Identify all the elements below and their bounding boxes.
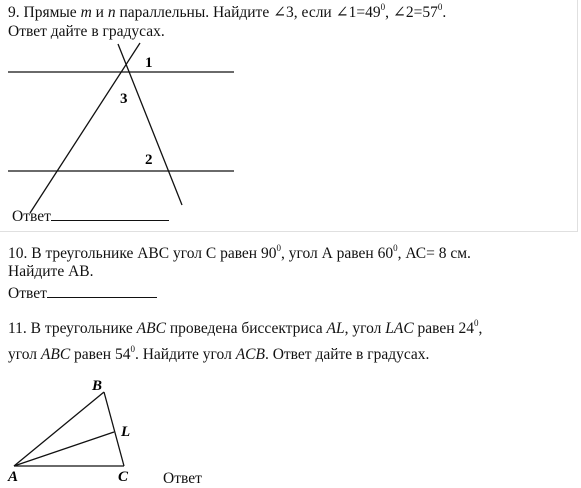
- problem11-text: ,: [478, 320, 483, 337]
- problem11-text: равен 24: [413, 320, 474, 337]
- problem11-text: равен 54: [70, 346, 131, 363]
- problem11-text: . Найдите угол: [134, 346, 236, 363]
- vertex-b-label: B: [92, 378, 103, 394]
- problem11-text: . Ответ дайте в градусах.: [264, 346, 430, 363]
- problem9-text: и: [91, 4, 108, 21]
- degree-sup: 0: [393, 243, 398, 253]
- angle-abc: ABC: [40, 346, 71, 363]
- degree-sup: 0: [380, 2, 386, 12]
- bisector-al: AL: [326, 320, 345, 337]
- problem11-text: угол: [8, 346, 41, 363]
- bisector-line: [14, 432, 114, 466]
- degree-sup: 0: [276, 243, 281, 253]
- var-n: n: [107, 4, 116, 21]
- angle-acb: ACB: [235, 346, 265, 363]
- angle-3-label: 3: [120, 91, 128, 107]
- answer-label: Ответ: [163, 470, 202, 487]
- angle-1-label: 1: [145, 55, 153, 71]
- problem11-text: 11. В треугольнике: [8, 320, 137, 337]
- answer-label: Ответ: [12, 208, 51, 225]
- vertex-a-label: A: [8, 469, 19, 485]
- problem10-text: , АС= 8 см.: [397, 245, 471, 262]
- problem10-text: , угол А равен 60: [280, 245, 394, 262]
- angle-2-label: 2: [145, 152, 153, 168]
- vertex-l-label: L: [121, 424, 131, 440]
- side-ab: [14, 392, 104, 466]
- problem9-text: , ∠2=57: [385, 4, 438, 21]
- answer-label: Ответ: [8, 285, 47, 302]
- problem11-text: проведена биссектриса: [165, 320, 327, 337]
- problem11-text: , угол: [344, 320, 386, 337]
- problem9-text: .: [442, 4, 447, 21]
- problem9-text: параллельны. Найдите ∠3, если ∠1=49: [115, 4, 381, 21]
- var-m: m: [80, 4, 92, 21]
- problem10-question: Найдите АВ.: [8, 263, 94, 280]
- triangle-abc: ABC: [136, 320, 166, 337]
- degree-sup: 0: [473, 318, 479, 328]
- problem10-text: 10. В треугольнике АВС угол С равен 90: [8, 245, 277, 262]
- vertex-c-label: C: [118, 469, 129, 485]
- angle-lac: LAC: [385, 320, 414, 337]
- degree-sup: 0: [437, 2, 443, 12]
- problem11-answer: [163, 470, 202, 488]
- problem9-text: 9. Прямые: [8, 4, 81, 21]
- problem9-instruction: Ответ дайте в градусах.: [8, 23, 165, 40]
- degree-sup: 0: [130, 344, 135, 354]
